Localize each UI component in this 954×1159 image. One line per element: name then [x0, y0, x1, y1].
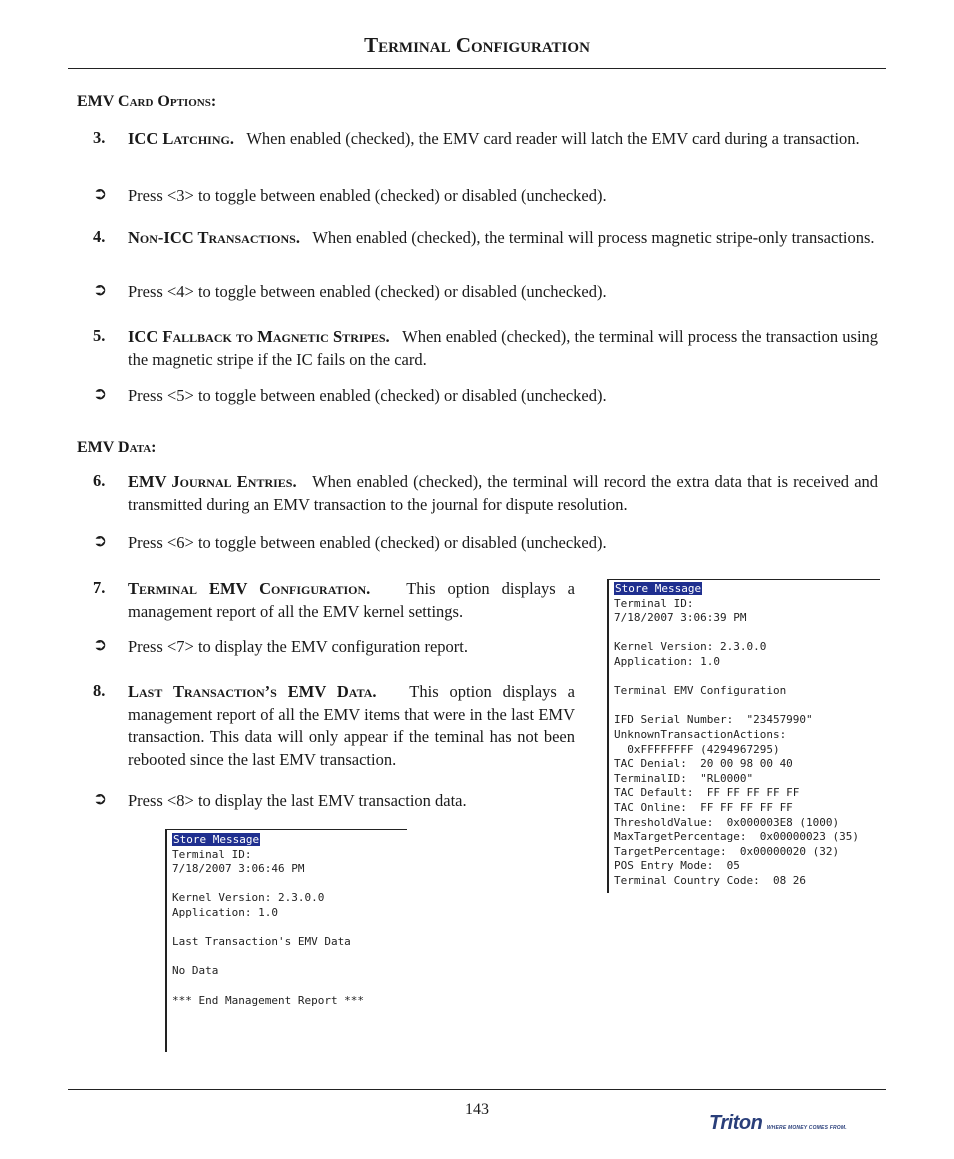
item-7-number: 7.: [93, 578, 106, 597]
section-heading-card-options: EMV Card Options:: [77, 93, 217, 110]
item-4-paragraph: [128, 227, 878, 250]
screen-line: POS Entry Mode: 05: [614, 859, 740, 873]
screen-line: Kernel Version: 2.3.0.0: [614, 640, 767, 654]
item-3-number: 3.: [93, 128, 106, 147]
arrow-icon: ➲: [93, 184, 108, 204]
header-rule: [68, 68, 886, 69]
screen-line: Last Transaction's EMV Data: [172, 935, 351, 949]
screen-line: 7/18/2007 3:06:46 PM: [172, 862, 305, 876]
item-4-text: When enabled (checked), the terminal will process magnetic stripe-only transactions.: [312, 228, 875, 247]
item-6-paragraph: [128, 471, 878, 516]
screen-line: [609, 626, 880, 641]
arrow-icon: ➲: [93, 384, 108, 404]
screen-line: TAC Default: FF FF FF FF FF: [614, 786, 800, 800]
item-7-text: This option displays a management report of all the EMV kernel settings.: [128, 579, 575, 621]
screen-line: 0xFFFFFFFF (4294967295): [614, 742, 780, 756]
arrow-icon: ➲: [93, 531, 108, 551]
arrow-icon: ➲: [93, 635, 108, 655]
item-6-title: EMV Journal Entries.: [128, 472, 297, 491]
screen-line: [609, 670, 880, 685]
item-7-paragraph: [128, 578, 575, 623]
item-8-title: Last Transaction’s EMV Data.: [128, 682, 377, 701]
item-4-number: 4.: [93, 227, 106, 246]
screen-line: Terminal ID:: [614, 596, 694, 610]
footer-rule: [68, 1089, 886, 1090]
item-3-text: When enabled (checked), the EMV card reader will latch the EMV card during a transaction.: [246, 129, 860, 148]
screen-line: TAC Online: FF FF FF FF FF: [614, 800, 793, 814]
screen-line: 7/18/2007 3:06:39 PM: [614, 611, 747, 625]
item-6-number: 6.: [93, 471, 106, 490]
screen-line: No Data: [172, 964, 219, 978]
screen-line: Terminal ID:: [172, 847, 252, 861]
item-8-press: Press <8> to display the last EMV transaction data.: [128, 791, 467, 810]
arrow-icon: ➲: [93, 280, 108, 300]
triton-logo: [709, 1112, 847, 1135]
screen-line: TargetPercentage: 0x00000020 (32): [614, 844, 840, 858]
screen-line: TerminalID: "RL0000": [614, 771, 754, 785]
arrow-icon: ➲: [93, 789, 108, 809]
screen-line: [167, 950, 407, 965]
screen-line: Kernel Version: 2.3.0.0: [172, 891, 325, 905]
item-6-text: When enabled (checked), the terminal will record the extra data that is received and transmitted during an EMV transaction to the journal for dispute resolution.: [128, 472, 879, 514]
item-5-press: Press <5> to toggle between enabled (checked) or disabled (unchecked).: [128, 386, 607, 405]
item-5-text: When enabled (checked), the terminal will process the transaction using the magnetic stripe if the IC fails on the card.: [128, 327, 879, 369]
item-5-paragraph: [128, 326, 878, 371]
screen-line: ThresholdValue: 0x000003E8 (1000): [614, 815, 840, 829]
item-3-title: ICC Latching.: [128, 129, 234, 148]
item-7-press: Press <7> to display the EMV configuration report.: [128, 637, 469, 656]
item-8-paragraph: [128, 681, 575, 771]
item-8-text: This option displays a management report of all the EMV items that were in the last EMV transaction. This data will only appear if the teminal has not been rebooted since the last EMV transaction.: [128, 682, 575, 769]
logo-brand: Triton: [709, 1112, 763, 1134]
item-5-number: 5.: [93, 326, 106, 345]
screen-line: Application: 1.0: [172, 905, 278, 919]
screen-line: IFD Serial Number: "23457990": [614, 713, 813, 727]
page-number: 143: [465, 1101, 489, 1118]
screen-line: [609, 699, 880, 714]
last-transaction-report-screen: [165, 829, 407, 1052]
item-6-press: Press <6> to toggle between enabled (checked) or disabled (unchecked).: [128, 533, 607, 552]
page-title: Terminal Configuration: [364, 33, 590, 57]
logo-tagline: WHERE MONEY COMES FROM.: [766, 1125, 847, 1131]
emv-configuration-report-screen: [607, 579, 880, 893]
screen-line: MaxTargetPercentage: 0x00000023 (35): [614, 830, 860, 844]
screen-line: UnknownTransactionActions:: [614, 727, 787, 741]
item-3-press: Press <3> to toggle between enabled (checked) or disabled (unchecked).: [128, 186, 607, 205]
screen-line: [167, 921, 407, 936]
screen-line: Application: 1.0: [614, 654, 720, 668]
screen-line: Terminal EMV Configuration: [614, 684, 787, 698]
item-7-title: Terminal EMV Configuration.: [128, 579, 371, 598]
screen-line: *** End Management Report ***: [172, 993, 365, 1007]
item-4-title: Non-ICC Transactions.: [128, 228, 300, 247]
item-5-title: ICC Fallback to Magnetic Stripes.: [128, 327, 390, 346]
screen-line: TAC Denial: 20 00 98 00 40: [614, 757, 793, 771]
screen-header: Store Message: [615, 582, 702, 595]
item-3-paragraph: [128, 128, 878, 151]
section-heading-data: EMV Data:: [77, 439, 157, 456]
screen-header: Store Message: [173, 833, 260, 846]
screen-line: [167, 979, 407, 994]
item-8-number: 8.: [93, 681, 106, 700]
screen-line: Terminal Country Code: 08 26: [614, 873, 807, 887]
screen-line: [167, 877, 407, 892]
item-4-press: Press <4> to toggle between enabled (checked) or disabled (unchecked).: [128, 282, 607, 301]
